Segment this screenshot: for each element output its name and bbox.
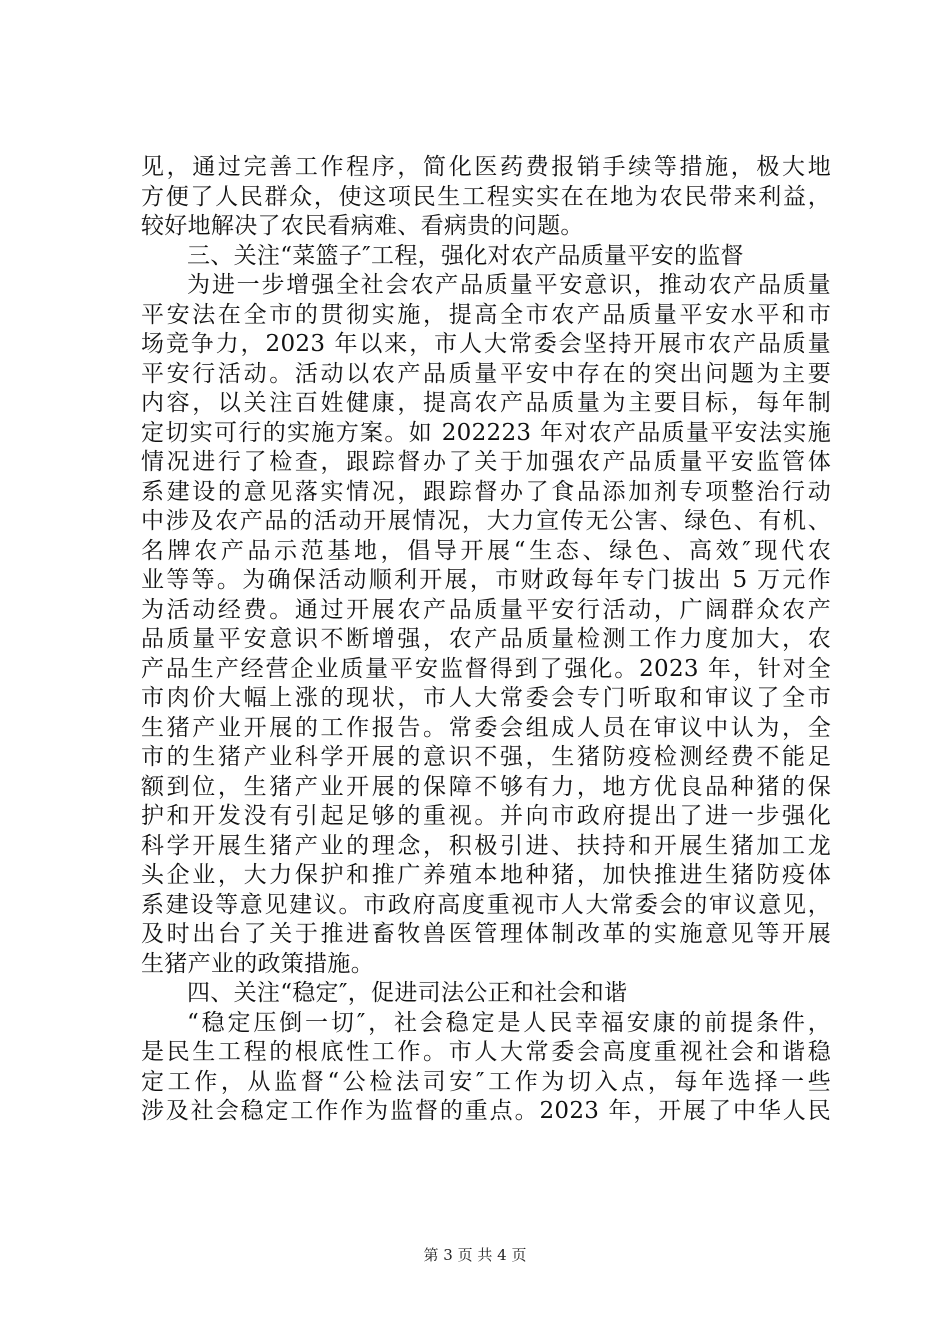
- text-line: 中涉及农产品的活动开展情况，大力宣传无公害、绿色、有机、: [141, 508, 831, 534]
- text-line: 头企业，大力保护和推广养殖本地种猪，加快推进生猪防疫体: [141, 862, 831, 888]
- text-line: 业等等。为确保活动顺利开展，市财政每年专门拔出 5 万元作: [141, 567, 831, 593]
- text-line: 额到位，生猪产业开展的保障不够有力，地方优良品种猪的保: [141, 773, 831, 800]
- text-line: 产品生产经营企业质量平安监督得到了强化。2023 年，针对全: [141, 655, 831, 682]
- text-line: 及时出台了关于推进畜牧兽医管理体制改革的实施意见等开展: [141, 921, 831, 947]
- section-heading-3: 三、关注“菜篮子″工程，强化对农产品质量平安的监督: [187, 242, 744, 269]
- text-line: 较好地解决了农民看病难、看病贵的问题。: [141, 213, 584, 239]
- text-line: 系建设的意见落实情况，跟踪督办了食品添加剂专项整治行动: [141, 478, 831, 505]
- text-line: 为活动经费。通过开展农产品质量平安行活动，广阔群众农产: [141, 596, 831, 623]
- text-line: 情况进行了检查，跟踪督办了关于加强农产品质量平安监管体: [141, 449, 831, 475]
- text-line: 名牌农产品示范基地，倡导开展“生态、绿色、高效″现代农: [141, 537, 831, 564]
- text-line: 见，通过完善工作程序，简化医药费报销手续等措施，极大地: [141, 154, 831, 180]
- text-line: 科学开展生猪产业的理念，积极引进、扶持和开展生猪加工龙: [141, 832, 831, 859]
- page-number-footer: 第 3 页 共 4 页: [423, 1246, 527, 1264]
- text-line: 护和开发没有引起足够的重视。并向市政府提出了进一步强化: [141, 803, 831, 829]
- text-line: 平安法在全市的贯彻实施，提高全市农产品质量平安水平和市: [141, 301, 831, 328]
- text-line: 市肉价大幅上涨的现状，市人大常委会专门听取和审议了全市: [141, 685, 831, 711]
- section-heading-4: 四、关注“稳定″，促进司法公正和社会和谐: [187, 980, 628, 1006]
- text-line: 涉及社会稳定工作作为监督的重点。2023 年，开展了中华人民: [141, 1098, 831, 1124]
- text-line: 市的生猪产业科学开展的意识不强，生猪防疫检测经费不能足: [141, 744, 831, 770]
- text-line: 系建设等意见建议。市政府高度重视市人大常委会的审议意见，: [141, 891, 831, 918]
- document-body: [141, 153, 831, 1127]
- text-line: 是民生工程的根底性工作。市人大常委会高度重视社会和谐稳: [141, 1039, 831, 1065]
- text-line: 定切实可行的实施方案。如 202223 年对农产品质量平安法实施: [141, 419, 831, 446]
- text-line: 场竞争力，2023 年以来，市人大常委会坚持开展市农产品质量: [141, 331, 831, 357]
- text-line: 内容，以关注百姓健康，提高农产品质量为主要目标，每年制: [141, 390, 831, 416]
- text-line: 定工作，从监督“公检法司安″工作为切入点，每年选择一些: [141, 1068, 831, 1095]
- text-line: 生猪产业开展的工作报告。常委会组成人员在审议中认为，全: [141, 714, 831, 741]
- text-line: 方便了人民群众，使这项民生工程实实在在地为农民带来利益，: [141, 183, 831, 210]
- text-line: 平安行活动。活动以农产品质量平安中存在的突出问题为主要: [141, 360, 831, 387]
- text-line: 生猪产业的政策措施。: [141, 950, 374, 977]
- text-line: 品质量平安意识不断增强，农产品质量检测工作力度加大，农: [141, 626, 831, 652]
- text-line: 为进一步增强全社会农产品质量平安意识，推动农产品质量: [187, 272, 831, 298]
- text-line: “稳定压倒一切″，社会稳定是人民幸福安康的前提条件，: [187, 1009, 831, 1036]
